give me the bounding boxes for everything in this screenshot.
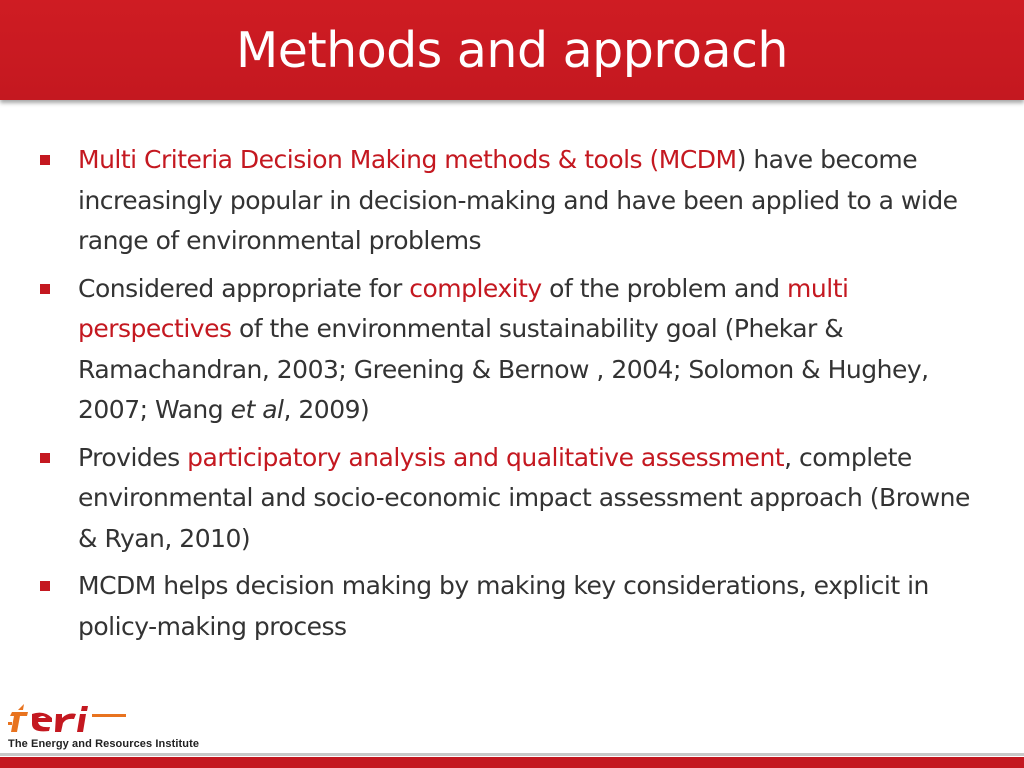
teri-logo bbox=[6, 700, 278, 752]
bullet-text-segment: MCDM helps decision making by making key considerations, explicit in policy-making process bbox=[78, 571, 929, 641]
logo-tagline: The Energy and Resources Institute bbox=[8, 738, 200, 750]
bullet-text-segment: multi perspectives bbox=[78, 273, 849, 343]
teri-logo-icon bbox=[8, 700, 128, 736]
bullet-square-icon bbox=[40, 581, 50, 591]
title-bar bbox=[0, 0, 1024, 100]
bullet-square-icon bbox=[40, 155, 50, 165]
slide-title: Methods and approach bbox=[236, 21, 788, 79]
bullet-text-segment: , complete environmental and socio-economic impact assessment approach (Browne & Ryan, 2010) bbox=[78, 442, 970, 553]
bullet-text-segment: Considered appropriate for bbox=[78, 273, 410, 303]
bullet-text-segment: Provides bbox=[78, 442, 188, 472]
bullet-item bbox=[40, 438, 975, 560]
bullet-text-segment: participatory analysis and qualitative assessment bbox=[187, 442, 785, 472]
footer-bar bbox=[0, 757, 1024, 768]
bullet-item bbox=[40, 269, 975, 431]
bullet-square-icon bbox=[40, 453, 50, 463]
bullet-text-segment: ) have become increasingly popular in decision-making and have been applied to a wide range of environmental problems bbox=[78, 145, 958, 255]
bullet-square-icon bbox=[40, 284, 50, 294]
footer-divider bbox=[0, 753, 1024, 756]
bullet-text-segment: et al bbox=[230, 395, 284, 424]
bullet-text-segment: , 2009) bbox=[283, 395, 370, 424]
bullet-text-segment: of the problem and bbox=[541, 273, 788, 303]
bullet-text-segment: Multi Criteria Decision Making methods & tools (MCDM bbox=[78, 145, 737, 174]
bullet-text-segment: of the environmental sustainability goal (Phekar & Ramachandran, 2003; Greening & Bernow , 2004; Solomon & Hughey, 2007; Wang bbox=[78, 314, 929, 424]
bullet-item bbox=[40, 566, 975, 647]
bullet-list bbox=[40, 140, 975, 654]
bullet-item bbox=[40, 140, 975, 262]
bullet-text-segment: complexity bbox=[409, 273, 542, 303]
